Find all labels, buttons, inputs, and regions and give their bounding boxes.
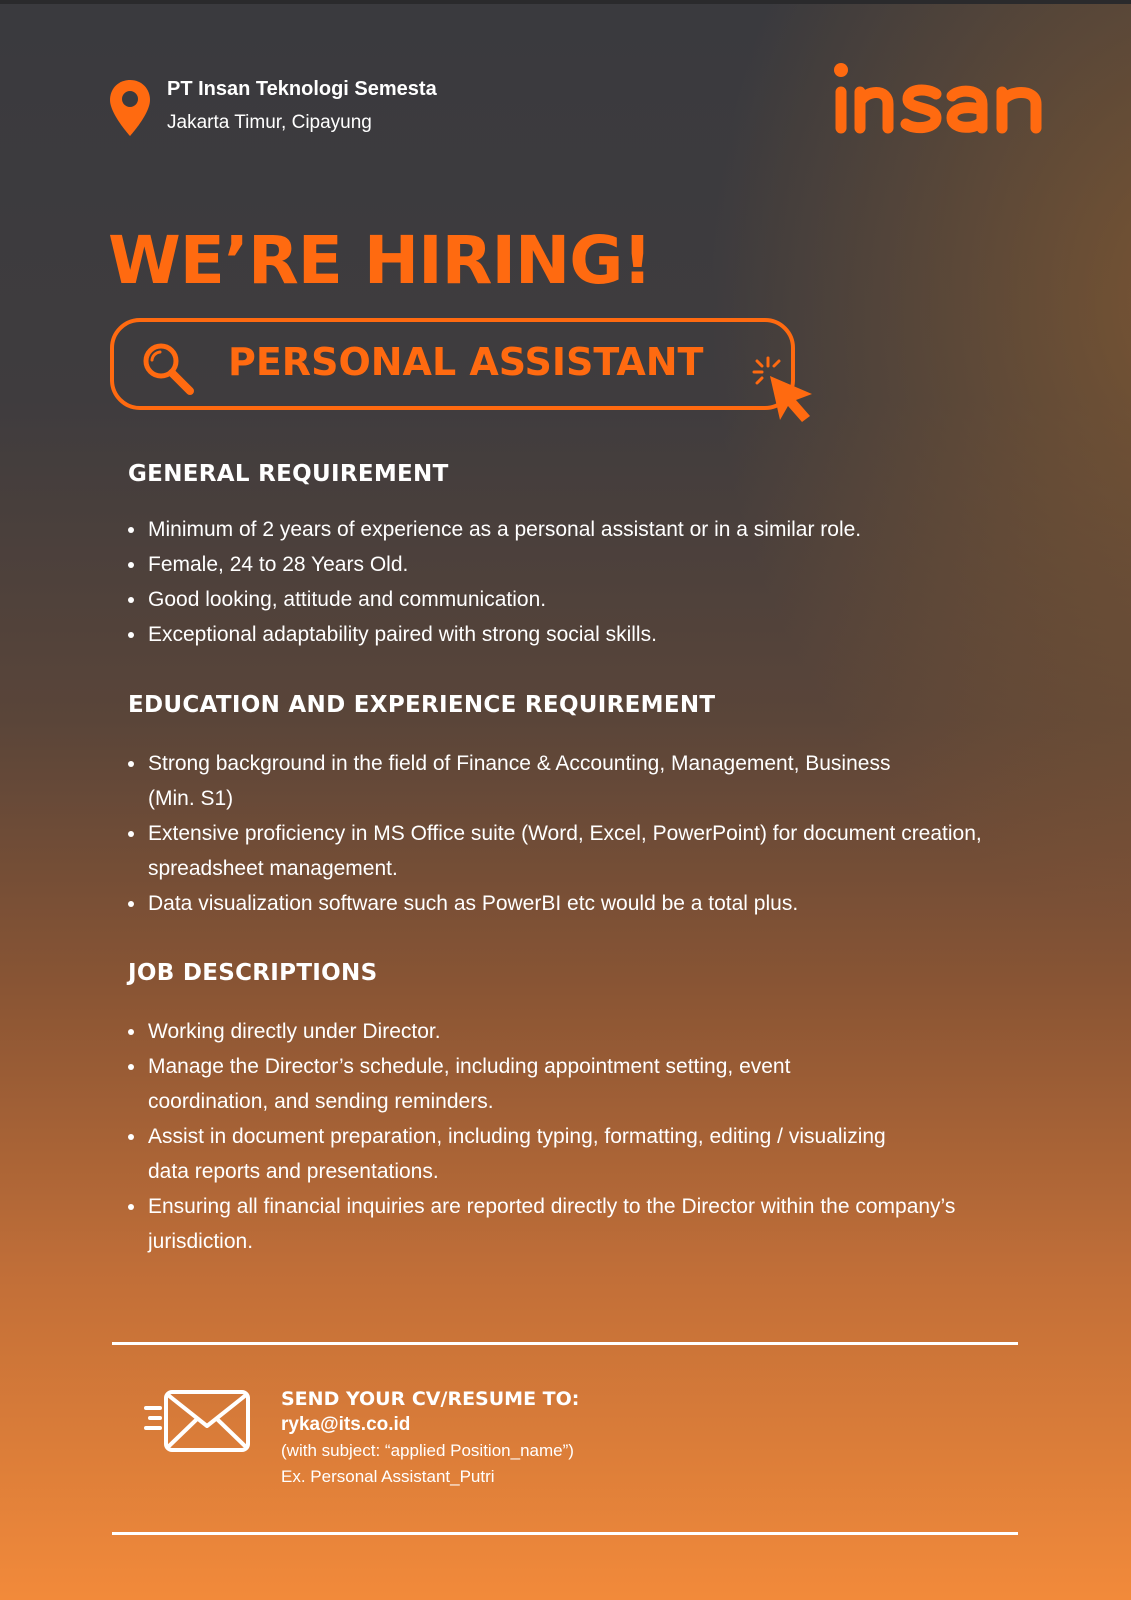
list-item: Strong background in the field of Finance & Accounting, Management, Business (Min. S1) xyxy=(148,746,908,816)
list-item: Minimum of 2 years of experience as a personal assistant or in a similar role. xyxy=(148,512,1028,547)
company-address: Jakarta Timur, Cipayung xyxy=(167,112,372,133)
subject-note: (with subject: “applied Position_name”) xyxy=(281,1441,574,1460)
list-item: Data visualization software such as PowerBI etc would be a total plus. xyxy=(148,886,1008,921)
map-pin-icon xyxy=(108,78,152,138)
list-item: Assist in document preparation, including typing, formatting, editing / visualizing data reports and presentations. xyxy=(148,1119,908,1189)
search-icon xyxy=(140,340,196,396)
section-heading: JOB DESCRIPTIONS xyxy=(128,960,378,986)
section-general-requirement xyxy=(128,461,1028,652)
subject-example: Ex. Personal Assistant_Putri xyxy=(281,1467,495,1486)
position-title: PERSONAL ASSISTANT xyxy=(228,340,704,384)
list-item: Manage the Director’s schedule, including appointment setting, event coordination, and sending reminders. xyxy=(148,1049,908,1119)
list-item: Exceptional adaptability paired with strong social skills. xyxy=(148,617,1028,652)
company-name: PT Insan Teknologi Semesta xyxy=(167,78,437,100)
list-item: Working directly under Director. xyxy=(148,1014,1028,1049)
job-description-list xyxy=(128,1014,1028,1259)
requirement-list xyxy=(128,746,1008,921)
section-job-descriptions xyxy=(128,960,1028,1259)
divider-top xyxy=(112,1342,1018,1345)
section-heading: GENERAL REQUIREMENT xyxy=(128,461,449,487)
headline: WE’RE HIRING! xyxy=(108,222,652,299)
divider-bottom xyxy=(112,1532,1018,1535)
position-search-box xyxy=(110,318,795,410)
requirement-list xyxy=(128,512,1028,652)
list-item: Female, 24 to 28 Years Old. xyxy=(148,547,1028,582)
section-heading: EDUCATION AND EXPERIENCE REQUIREMENT xyxy=(128,692,716,718)
contact-email[interactable]: ryka@its.co.id xyxy=(281,1414,411,1435)
insan-logo xyxy=(832,58,1046,138)
list-item: Extensive proficiency in MS Office suite (Word, Excel, PowerPoint) for document creation, spreadsheet management. xyxy=(148,816,1008,886)
cursor-click-icon xyxy=(752,354,824,428)
mail-icon xyxy=(144,1386,252,1456)
top-border xyxy=(0,0,1131,4)
list-item: Good looking, attitude and communication. xyxy=(148,582,1028,617)
list-item: Ensuring all financial inquiries are reported directly to the Director within the company’s jurisdiction. xyxy=(148,1189,978,1259)
contact-title: SEND YOUR CV/RESUME TO: xyxy=(281,1388,580,1410)
section-education-experience xyxy=(128,692,1028,921)
contact-block xyxy=(281,1386,579,1490)
